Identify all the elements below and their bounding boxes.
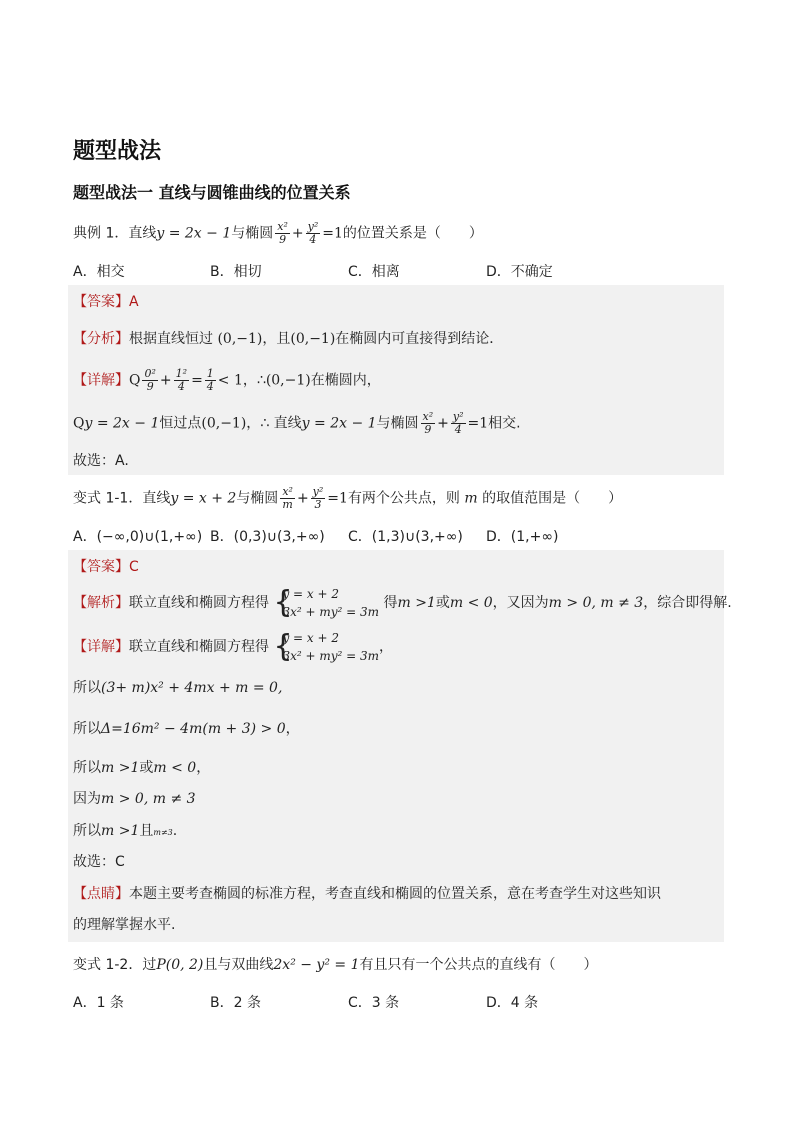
example-2-review-line-1: 【点睛】本题主要考查椭圆的标准方程，考查直线和椭圆的位置关系，意在考查学生对这些知识 bbox=[73, 886, 661, 902]
example-1-answer: 【答案】A bbox=[73, 294, 139, 310]
example-1-detail-line-2: Qy = 2x − 1恒过点(0,−1)，∴ 直线y = 2x − 1与椭圆 $\frac{\text{x²}}{9}$ + $\frac{\text{y²}}{4}$ =1相交. bbox=[73, 410, 521, 436]
example-1-question: 典例 1．直线y = 2x − 1与椭圆 $\frac{\text{x²}}{9}$ + $\frac{\text{y²}}{4}$ =1的位置关系是（ ） bbox=[73, 220, 483, 246]
example-3-option-d: D．4 条 bbox=[486, 995, 539, 1011]
example-2-step-1: 所以(3+ m)x² + 4mx + m = 0, bbox=[73, 680, 283, 696]
section-title: 题型战法一 直线与圆锥曲线的位置关系 bbox=[73, 183, 351, 202]
example-3-question: 变式 1-2．过P(0, 2)且与双曲线2x² − y² = 1有且只有一个公共点的直线有（ ） bbox=[73, 957, 598, 973]
example-2-answer: 【答案】C bbox=[73, 559, 139, 575]
example-1-option-c: C．相离 bbox=[348, 264, 400, 280]
example-1-option-b: B．相切 bbox=[210, 264, 262, 280]
example-2-option-b: B．(0,3)∪(3,+∞) bbox=[210, 529, 325, 545]
example-2-option-a: A．(−∞,0)∪(1,+∞) bbox=[73, 529, 203, 545]
example-2-step-5: 所以m >1且m≠3. bbox=[73, 823, 178, 839]
example-2-step-4: 因为m > 0, m ≠ 3 bbox=[73, 791, 196, 807]
example-2-review-line-2: 的理解掌握水平. bbox=[73, 917, 176, 933]
example-3-option-a: A．1 条 bbox=[73, 995, 124, 1011]
example-3-option-b: B．2 条 bbox=[210, 995, 261, 1011]
example-2-jiexi: 【解析】联立直线和椭圆方程得 { y = x + 2 3x² + my² = 3m 得m >1或m < 0，又因为m > 0, m ≠ 3，综合即得解. bbox=[73, 585, 732, 620]
page-title: 题型战法 bbox=[73, 138, 162, 164]
example-2-step-2: 所以Δ=16m² − 4m(m + 3) > 0， bbox=[73, 721, 300, 737]
example-2-option-d: D．(1,+∞) bbox=[486, 529, 559, 545]
example-2-option-c: C．(1,3)∪(3,+∞) bbox=[348, 529, 463, 545]
example-3-option-c: C．3 条 bbox=[348, 995, 400, 1011]
example-1-option-a: A．相交 bbox=[73, 264, 125, 280]
example-1-choice: 故选：A. bbox=[73, 453, 129, 469]
example-2-question: 变式 1-1．直线y = x + 2与椭圆 $\frac{\text{x²}}{m}$ + $\frac{\text{y²}}{3}$ =1有两个公共点，则 m 的取值范围是（ ） bbox=[73, 485, 623, 511]
example-1-analysis: 【分析】根据直线恒过 (0,−1)，且(0,−1)在椭圆内可直接得到结论． bbox=[73, 331, 504, 347]
example-1-option-d: D．不确定 bbox=[486, 264, 553, 280]
example-2-detail: 【详解】联立直线和椭圆方程得 { y = x + 2 3x² + my² = 3m ， bbox=[73, 629, 394, 664]
example-1-detail-line-1: 【详解】Q $\frac{\text{0²}}{9}$ + $\frac{\text{1²}}{4}$ = $\frac{1}{4}$ < 1，∴(0,−1)在椭圆内， bbox=[73, 367, 381, 393]
example-2-choice: 故选：C bbox=[73, 854, 125, 870]
example-2-step-3: 所以m >1或m < 0， bbox=[73, 760, 211, 776]
